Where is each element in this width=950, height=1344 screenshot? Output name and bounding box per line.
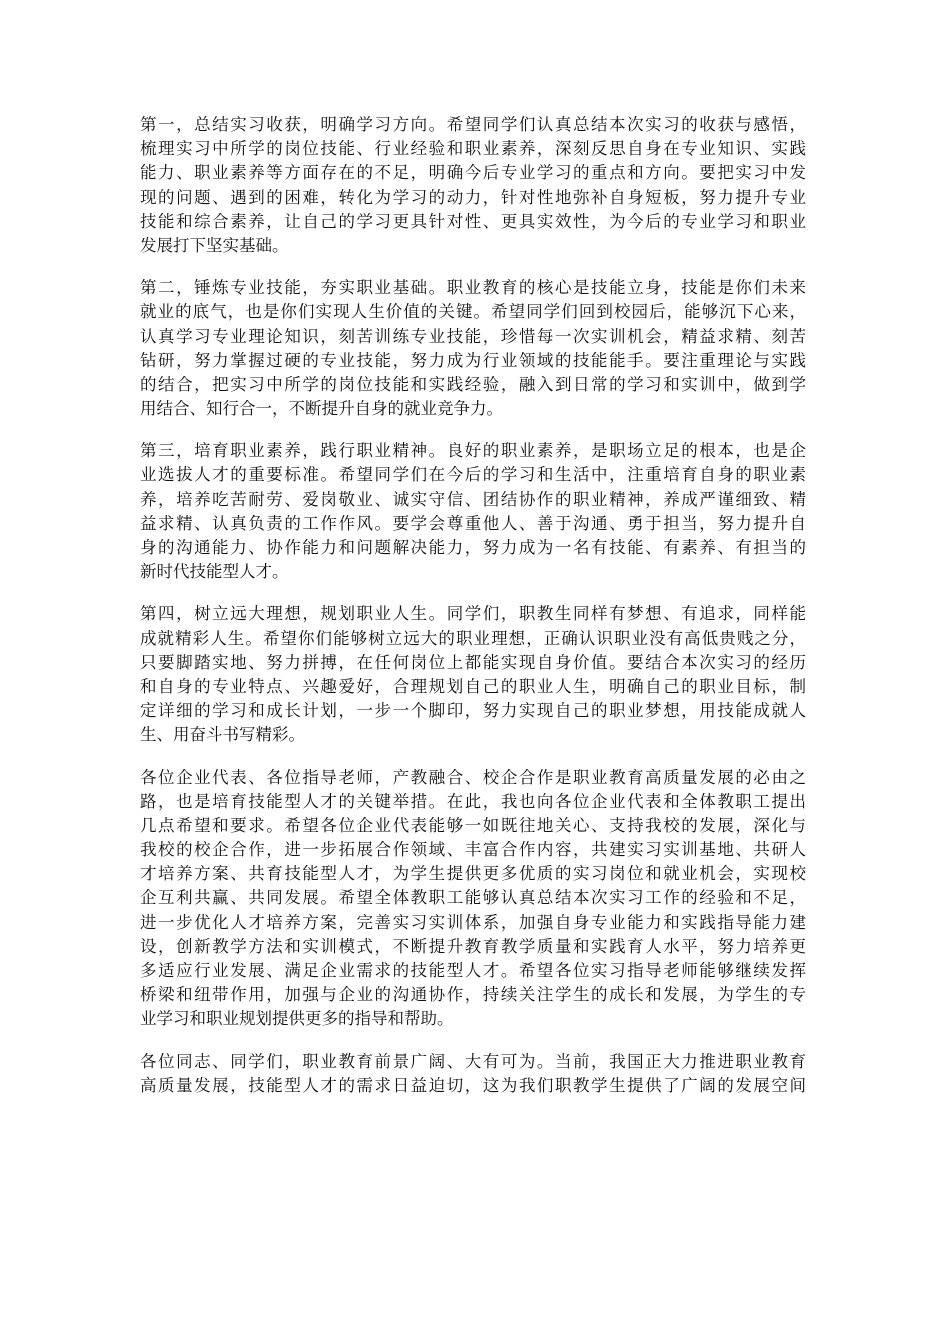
text-line: 各位同志、同学们，职业教育前景广阔、大有可为。当前，我国正大力推进职业教育 — [140, 1051, 806, 1071]
text-line: 就业的底气，也是你们实现人生价值的关键。希望同学们回到校园后，能够沉下心来， — [140, 302, 806, 322]
paragraph-4 — [140, 602, 806, 747]
text-line: 只要脚踏实地、努力拼搏，在任何岗位上都能实现自身价值。要结合本次实习的经历 — [140, 652, 806, 672]
text-line: 身的沟通能力、协作能力和问题解决能力，努力成为一名有技能、有素养、有担当的 — [140, 538, 806, 557]
paragraph-3 — [140, 439, 806, 584]
text-line: 第四，树立远大理想，规划职业人生。同学们，职教生同样有梦想、有追求，同样能 — [140, 604, 806, 624]
text-line: 业选拔人才的重要标准。希望同学们在今后的学习和生活中，注重培育自身的职业素 — [140, 465, 806, 485]
text-line: 我校的校企合作，进一步拓展合作领域、丰富合作内容，共建实习实训基地、共研人 — [140, 840, 806, 860]
text-line: 定详细的学习和成长计划，一步一个脚印，努力实现自己的职业梦想，用技能成就人 — [140, 701, 806, 721]
text-line: 认真学习专业理论知识，刻苦训练专业技能，珍惜每一次实训机会，精益求精、刻苦 — [140, 326, 806, 346]
text-line: 第二，锤炼专业技能，夯实职业基础。职业教育的核心是技能立身，技能是你们未来 — [140, 278, 806, 298]
text-line: 进一步优化人才培养方案，完善实习实训体系，加强自身专业能力和实践指导能力建 — [140, 912, 806, 932]
paragraph-5 — [140, 766, 806, 1032]
text-line: 业学习和职业规划提供更多的指导和帮助。 — [140, 1009, 454, 1029]
text-line: 几点希望和要求。希望各位企业代表能够一如既往地关心、支持我校的发展，深化与 — [140, 815, 806, 835]
text-line: 技能和综合素养，让自己的学习更具针对性、更具实效性，为今后的专业学习和职业 — [140, 211, 806, 231]
paragraph-2 — [140, 276, 806, 421]
text-line: 才培养方案、共育技能型人才，为学生提供更多优质的实习岗位和就业机会，实现校 — [140, 864, 806, 884]
text-line: 第一，总结实习收获，明确学习方向。希望同学们认真总结本次实习的收获与感悟， — [140, 115, 806, 134]
text-line: 现的问题、遇到的困难，转化为学习的动力，针对性地弥补自身短板，努力提升专业 — [140, 187, 806, 207]
text-line: 钻研，努力掌握过硬的专业技能，努力成为行业领域的技能能手。要注重理论与实践 — [140, 350, 806, 370]
document-page — [140, 113, 806, 1116]
text-line: 梳理实习中所学的岗位技能、行业经验和职业素养，深刻反思自身在专业知识、实践 — [140, 139, 806, 159]
text-line: 企互利共赢、共同发展。希望全体教职工能够认真总结本次实习工作的经验和不足， — [140, 888, 806, 908]
text-line: 养，培养吃苦耐劳、爱岗敬业、诚实守信、团结协作的职业精神，养成严谨细致、精 — [140, 489, 806, 509]
text-line: 各位企业代表、各位指导老师，产教融合、校企合作是职业教育高质量发展的必由之 — [140, 767, 806, 787]
text-line: 多适应行业发展、满足企业需求的技能型人才。希望各位实习指导老师能够继续发挥 — [140, 961, 806, 980]
text-line: 设，创新教学方法和实训模式，不断提升教育教学质量和实践育人水平，努力培养更 — [140, 936, 806, 956]
text-line: 成就精彩人生。希望你们能够树立远大的职业理想，正确认识职业没有高低贵贱之分， — [140, 628, 806, 648]
text-line: 能力、职业素养等方面存在的不足，明确今后专业学习的重点和方向。要把实习中发 — [140, 163, 806, 183]
text-line: 用结合、知行合一，不断提升自身的就业竞争力。 — [140, 399, 503, 419]
text-line: 路，也是培育技能型人才的关键举措。在此，我也向各位企业代表和全体教职工提出 — [140, 791, 806, 811]
text-line: 和自身的专业特点、兴趣爱好，合理规划自己的职业人生，明确自己的职业目标，制 — [140, 676, 806, 696]
paragraph-6 — [140, 1050, 806, 1098]
text-line: 发展打下坚实基础。 — [140, 235, 289, 255]
paragraph-1 — [140, 113, 806, 258]
text-line: 的结合，把实习中所学的岗位技能和实践经验，融入到日常的学习和实训中，做到学 — [140, 374, 806, 394]
text-line: 桥梁和纽带作用，加强与企业的沟通协作，持续关注学生的成长和发展，为学生的专 — [140, 985, 806, 1005]
text-line: 第三，培育职业素养，践行职业精神。良好的职业素养，是职场立足的根本，也是企 — [140, 441, 806, 461]
text-line: 益求精、认真负责的工作作风。要学会尊重他人、善于沟通、勇于担当，努力提升自 — [140, 513, 806, 533]
text-line: 高质量发展，技能型人才的需求日益迫切，这为我们职教学生提供了广阔的发展空间 — [140, 1075, 806, 1095]
text-line: 生、用奋斗书写精彩。 — [140, 725, 305, 745]
text-line: 新时代技能型人才。 — [140, 562, 289, 582]
